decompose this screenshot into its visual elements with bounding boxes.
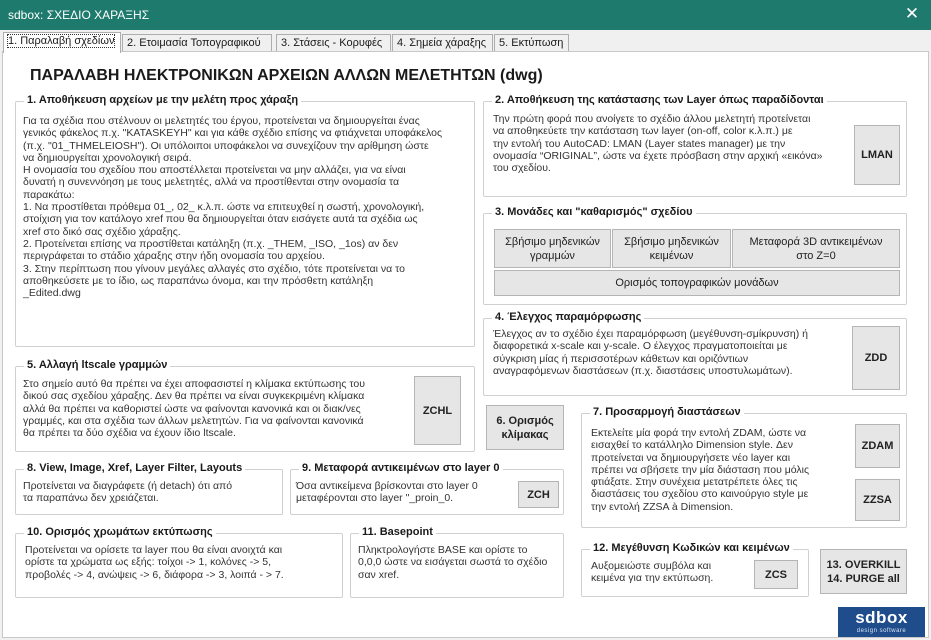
section-units-cleanup: [483, 206, 907, 305]
section-text-scaling: [581, 542, 809, 597]
section-description: Προτείνεται να διαγράφετε (ή detach) ότι από τα παραπάνω δεν χρειάζεται.: [23, 480, 233, 505]
logo-tagline: design software: [856, 628, 907, 634]
section-title: 2. Αποθήκευση της κατάστασης των Layer όπως παραδίδονται: [492, 94, 827, 106]
lman-button[interactable]: LMAN: [854, 125, 900, 185]
tab-receive-drawings[interactable]: 1. Παραλαβή σχεδίων: [3, 32, 121, 53]
zdd-button[interactable]: ZDD: [852, 326, 900, 390]
section-view-image-xref: [15, 462, 283, 515]
title-bar: [0, 0, 931, 30]
section-title: 3. Μονάδες και "καθαρισμός" σχεδίου: [492, 206, 696, 218]
section-file-storage: [15, 94, 475, 347]
sdbox-logo: [838, 607, 925, 637]
zcs-button[interactable]: ZCS: [754, 560, 798, 589]
section-title: 5. Αλλαγή ltscale γραμμών: [24, 359, 170, 371]
tab-setout-points[interactable]: 4. Σημεία χάραξης: [392, 34, 493, 52]
zdam-button[interactable]: ZDAM: [855, 424, 900, 468]
section-ltscale: [15, 359, 475, 452]
section-description: Προτείνεται να ορίσετε τα layer που θα είναι ανοιχτά και ορίστε τα χρώματα ως εξής: τοίχοι -> 1, κολόνες -> 5, προβολές -> 4, ανώψεις -> 6, διάφορα -> 3, λοιπά - > 7.: [25, 544, 284, 581]
close-icon[interactable]: ✕: [904, 4, 920, 23]
section-title: 7. Προσαρμογή διαστάσεων: [590, 406, 744, 418]
set-scale-button[interactable]: 6. Ορισμός κλίμακας: [486, 405, 564, 450]
section-title: 11. Basepoint: [359, 526, 436, 538]
section-description: Έλεγχος αν το σχέδιο έχει παραμόρφωση (μεγέθυνση-σμίκρυνση) ή διαφορετικά x-scale και y-scale. Ο έλεγχος πραγματοποιείται με σύγκριση μίας ή περισσοτέρων κάθετων και οριζόντιων αναγραφόμενων διαστάσεων (π.χ. διαστάσεις υποστυλωμάτων).: [493, 328, 808, 377]
section-description: Εκτελείτε μία φορά την εντολή ZDAM, ώστε να εισαχθεί το κατάλληλο Dimension style. Δεν προτείνεται να δημιουργήσετε νέο layer και πρέπει να σβήσετε την μία διάσταση που μόλις φτιάξατε. Στην συνέχεια μετατρέπετε όλες τις διαστάσεις του σχεδίου στο καινούργιο style με την εντολή ZZSA à Dimension.: [591, 427, 810, 513]
section-description: Για τα σχέδια που στέλνουν οι μελετητές του έργου, προτείνεται να δημιουργείται ένας γενικός φάκελος π.χ. "KATASKEYH" και για κάθε σχέδιο επίσης να φτιάχνεται υποφάκελος (π.χ. "01_THMELEIOSH"). Οι υπόλοιποι υποφάκελοι να συνεχίζουν την αρίθμηση ώστε να δημιουργείται χρονολογική σειρά. Η ονομασία του σχεδίου που αποστέλλεται προτείνεται να μην αλλάζει, για να είναι δυνατή η συνεννόηση με τους μελετητές, αλλά να προστίθενται στην ονομασία τα παρακάτω: 1. Να προστίθεται πρόθεμα 01_, 02_ κ.λ.π. ώστε να επιτευχθεί η σωστή, χρονολογική, στοίχιση για τον κατάλογο xref που θα δημιουργείται όταν εισάγετε αυτά τα σχέδια ως xref στο δικό σας σχέδιο χάραξης. 2. Προτείνεται επίσης να προστίθεται κατάληξη (π.χ. _THEM, _ISO, _1os) αν δεν περιγράφεται το στάδιο χάραξης στην ήδη ονομασία του αρχείου. 3. Στην περίπτωση που γίνουν μεγάλες αλλαγές στο σχέδιο, τότε προτείνεται να το αποθηκεύσετε με το ίδιο, ως παραπάνω όνομα, και την πρόσθετη κατάληξη _Edited.dwg: [23, 115, 443, 300]
section-description: Αυξομειώστε συμβόλα και κειμένα για την εκτύπωση.: [591, 560, 714, 585]
tab-topographic[interactable]: 2. Ετοιμασία Τοπογραφικού: [122, 34, 272, 52]
delete-zero-texts-button[interactable]: Σβήσιμο μηδενικών κειμένων: [612, 229, 731, 268]
section-title: 10. Ορισμός χρωμάτων εκτύπωσης: [24, 526, 216, 538]
section-move-to-layer0: [290, 462, 564, 515]
section-layer-states: [483, 94, 907, 197]
logo-brand: sdbox: [855, 608, 908, 627]
section-title: 4. Έλεγχος παραμόρφωσης: [492, 311, 644, 323]
section-title: 12. Μεγέθυνση Κωδικών και κειμένων: [590, 542, 793, 554]
overkill-purge-button[interactable]: 13. OVERKILL 14. PURGE all: [820, 549, 907, 594]
zch-button[interactable]: ZCH: [518, 481, 559, 508]
window-title: sdbox: ΣΧΕΔΙΟ ΧΑΡΑΞΗΣ: [8, 8, 150, 22]
section-title: 8. View, Image, Xref, Layer Filter, Layouts: [24, 462, 245, 474]
delete-zero-lines-button[interactable]: Σβήσιμο μηδενικών γραμμών: [494, 229, 611, 268]
zchl-button[interactable]: ZCHL: [414, 376, 461, 445]
set-topo-units-button[interactable]: Ορισμός τοπογραφικών μονάδων: [494, 270, 900, 296]
move-3d-to-z0-button[interactable]: Μεταφορά 3D αντικειμένων στο Z=0: [732, 229, 900, 268]
section-description: Πληκτρολογήστε BASE και ορίστε το 0,0,0 ώστε να εισάγεται σωστά το σχέδιο σαν xref.: [358, 544, 548, 581]
section-description: Στο σημείο αυτό θα πρέπει να έχει αποφασιστεί η κλίμακα εκτύπωσης του δικού σας σχεδίου χάραξης. Δεν θα πρέπει να είναι συγκεκριμένη κλίμακα αλλά θα πρέπει να καθοριστεί ώστε να φαίνονται κανονικά και οι διακ/νες γραμμές, και στα σχέδια των άλλων μελετητών. Για να φαίνονται κανονικά θα πρέπει τα δύο σχέδια να έχουν ίδιο ltscale.: [23, 378, 365, 440]
section-title: 1. Αποθήκευση αρχείων με την μελέτη προς χάραξη: [24, 94, 301, 106]
section-dimension-adjust: [581, 406, 907, 528]
section-title: 9. Μεταφορά αντικειμένων στο layer 0: [299, 462, 503, 474]
tab-bar: [0, 30, 931, 52]
section-print-colors: [15, 526, 343, 598]
tab-stations[interactable]: 3. Στάσεις - Κορυφές: [276, 34, 391, 52]
tab-printing[interactable]: 5. Εκτύπωση: [494, 34, 569, 52]
section-basepoint: [350, 526, 564, 598]
zzsa-button[interactable]: ZZSA: [855, 479, 900, 521]
section-description: Την πρώτη φορά που ανοίγετε το σχέδιο άλλου μελετητή προτείνεται να αποθηκεύετε την κατάσταση των layer (on-off, color κ.λ.π.) με την εντολή του AutoCAD: LMAN (Layer states manager) με την ονομασία “ORIGINAL”, ώστε να έχετε πρόσβαση στην αρχική «εικόνα» του σχεδίου.: [493, 113, 823, 175]
section-description: Όσα αντικείμενα βρίσκονται στο layer 0 μεταφέρονται στο layer "_proin_0.: [296, 480, 478, 505]
page-title: ΠΑΡΑΛΑΒΗ ΗΛΕΚΤΡΟΝΙΚΩΝ ΑΡΧΕΙΩΝ ΑΛΛΩΝ ΜΕΛΕΤΗΤΩΝ (dwg): [30, 67, 543, 84]
section-distortion-check: [483, 311, 907, 396]
